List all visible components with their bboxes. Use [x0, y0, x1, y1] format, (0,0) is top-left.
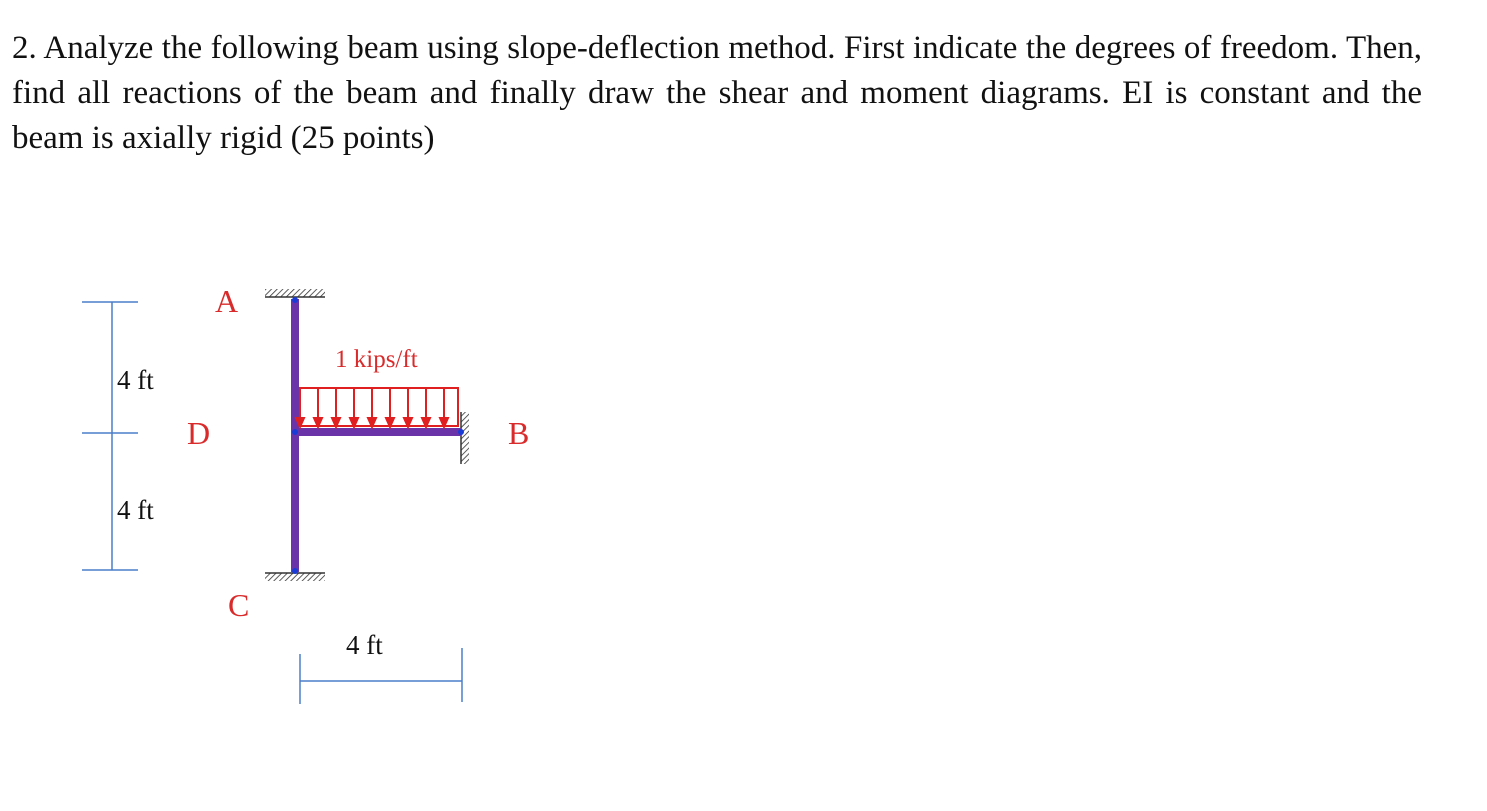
- joint-c: [292, 568, 298, 574]
- joint-a: [292, 297, 298, 303]
- dim-label-horizontal: 4 ft: [346, 630, 383, 660]
- load-arrow: [404, 388, 412, 427]
- distributed-load: [296, 388, 458, 427]
- dim-label-upper: 4 ft: [117, 365, 154, 395]
- load-arrow: [440, 388, 448, 427]
- fixed-support-a: [265, 289, 325, 297]
- joint-b: [458, 429, 464, 435]
- dim-label-lower: 4 ft: [117, 495, 154, 525]
- load-arrow: [368, 388, 376, 427]
- node-label-b: B: [508, 415, 530, 451]
- node-label-a: A: [215, 283, 239, 319]
- load-arrow: [332, 388, 340, 427]
- fixed-support-c: [265, 573, 325, 581]
- fixed-support-b: [461, 412, 469, 464]
- node-label-c: C: [228, 587, 250, 623]
- node-label-d: D: [187, 415, 211, 451]
- load-label: 1 kips/ft: [335, 346, 418, 373]
- question-text: 2. Analyze the following beam using slope-deflection method. First indicate the degrees of freedom. Then, find all reactions of the beam and finally draw the shear and moment diagrams. EI is constant and the beam is axially rigid (25 points): [12, 30, 1422, 156]
- load-arrow: [314, 388, 322, 427]
- joint-d: [292, 429, 298, 435]
- load-arrow: [422, 388, 430, 427]
- load-arrow: [350, 388, 358, 427]
- load-arrow: [386, 388, 394, 427]
- vertical-dimension: [82, 302, 138, 570]
